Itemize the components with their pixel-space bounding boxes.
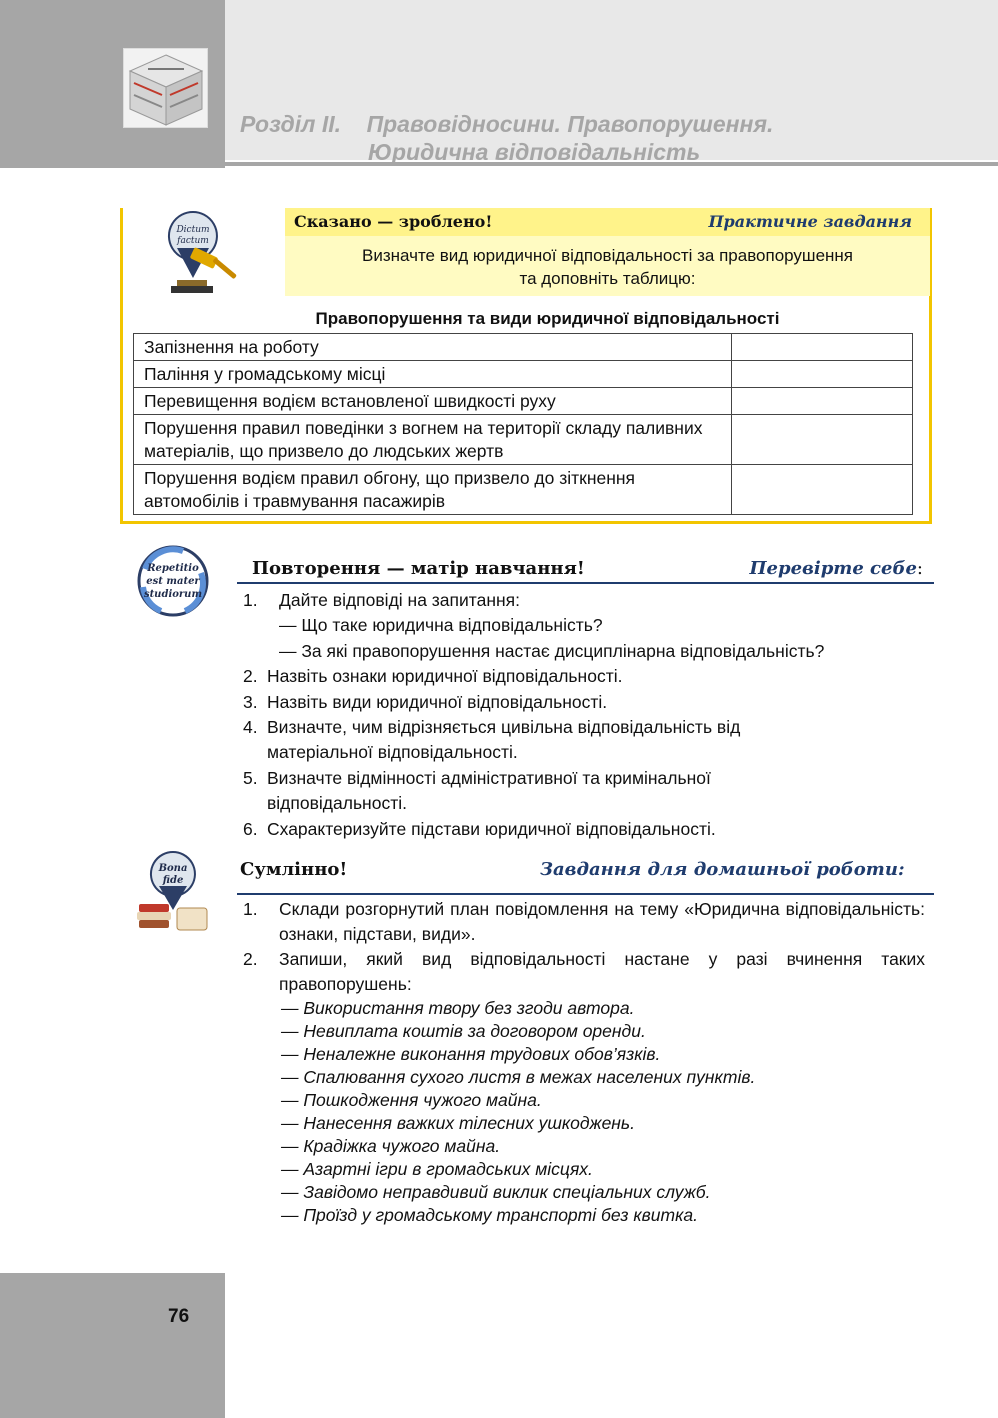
table-row — [134, 465, 913, 515]
review-questions — [243, 588, 933, 842]
item-text: Дайте відповіді на запитання: — [279, 590, 521, 610]
svg-text:est mater: est mater — [146, 576, 200, 587]
review-heading — [237, 556, 934, 584]
answer-cell[interactable] — [732, 415, 913, 465]
repetitio-recycle-icon — [133, 543, 213, 619]
offense-cell: Порушення правил поведінки з вогнем на території складу паливних матеріалів, що призвело до людських жертв — [134, 415, 732, 465]
item-number: 6. — [243, 818, 258, 839]
item-number: 5. — [243, 767, 258, 788]
item-text: Склади розгорнутий план повідомлення на тему «Юридична відповідальність: ознаки, підстави, види». — [279, 899, 925, 944]
table-row — [134, 361, 913, 388]
list-item — [243, 766, 933, 817]
bona-fide-books-icon — [135, 848, 213, 934]
practical-task-heading — [285, 208, 930, 236]
offense-cell: Порушення водієм правил обгону, що призвело до зіткнення автомобілів і травмування пасажирів — [134, 465, 732, 515]
answer-cell[interactable] — [732, 388, 913, 415]
task-line-2: та доповніть таблицю: — [519, 269, 696, 288]
answer-cell[interactable] — [732, 361, 913, 388]
svg-text:Repetitio: Repetitio — [147, 563, 199, 574]
practical-task-text — [285, 236, 930, 296]
item-number: 2. — [243, 949, 258, 969]
offense-example: — Азартні ігри в громадських місцях. — [281, 1159, 593, 1179]
chapter-title-line1: Правовідносини. Правопорушення. — [366, 111, 774, 137]
homework-tasks — [243, 897, 925, 1227]
practical-heading-right: Практичне завдання — [708, 212, 912, 231]
table-row — [134, 415, 913, 465]
list-item — [243, 588, 933, 613]
item-text: Назвіть види юридичної відповідальності. — [267, 691, 608, 712]
offense-example: — Спалювання сухого листя в межах населених пунктів. — [281, 1067, 756, 1087]
chapter-logo-icon — [123, 48, 208, 128]
table-row — [134, 334, 913, 361]
item-number: 1. — [243, 899, 258, 919]
item-number: 1. — [243, 590, 258, 610]
chapter-title-line2: Юридична відповідальність — [368, 139, 701, 165]
svg-text:factum: factum — [177, 236, 209, 246]
svg-text:Bona: Bona — [158, 863, 188, 874]
svg-text:studiorum: studiorum — [143, 589, 203, 600]
review-heading-colon: : — [916, 558, 923, 579]
list-item — [243, 817, 933, 842]
offense-cell: Запізнення на роботу — [134, 334, 732, 361]
review-heading-left: Повторення — матір навчання! — [252, 558, 585, 579]
offense-example: — Невиплата коштів за договором оренди. — [281, 1021, 646, 1041]
sub-question: — Що таке юридична відповідальність? — [279, 615, 603, 636]
svg-text:fide: fide — [162, 875, 184, 886]
item-number: 4. — [243, 717, 258, 738]
offenses-table — [133, 333, 913, 515]
offense-example: — Проїзд у громадському транспорті без квитка. — [281, 1205, 698, 1225]
offense-example: — Пошкодження чужого майна. — [281, 1090, 542, 1110]
chapter-title — [240, 110, 773, 166]
offense-example: — Завідомо неправдивий виклик спеціальних служб. — [281, 1182, 711, 1202]
page-number: 76 — [168, 1306, 190, 1327]
list-item — [243, 664, 933, 689]
homework-heading-left: Сумлінно! — [240, 859, 348, 880]
answer-cell[interactable] — [732, 465, 913, 515]
practical-heading-left: Сказано — зроблено! — [294, 212, 493, 231]
task-line-1: Визначте вид юридичної відповідальності за правопорушення — [361, 246, 854, 265]
offense-example: — Нанесення важких тілесних ушкоджень. — [281, 1113, 635, 1133]
offense-example: — Використання твору без згоди автора. — [281, 998, 635, 1018]
footer-gray-block — [0, 1273, 225, 1418]
svg-text:Dictum: Dictum — [176, 225, 210, 235]
homework-heading — [237, 857, 934, 895]
review-heading-right-text: Перевірте себе — [749, 558, 917, 579]
item-text: Визначте, чим відрізняється цивільна відповідальність від матеріальної відповідальності. — [267, 717, 741, 763]
item-text: Схарактеризуйте підстави юридичної відповідальності. — [267, 818, 716, 839]
table-row — [134, 388, 913, 415]
offense-example: — Неналежне виконання трудових обов’язків. — [281, 1044, 661, 1064]
offense-example: — Крадіжка чужого майна. — [281, 1136, 501, 1156]
list-item — [243, 690, 933, 715]
list-item — [243, 897, 925, 947]
dictum-factum-gavel-icon — [163, 208, 243, 298]
homework-heading-right: Завдання для домашньої роботи: — [540, 859, 905, 880]
offense-cell: Паління у громадському місці — [134, 361, 732, 388]
review-heading-right — [750, 558, 923, 579]
list-item — [243, 715, 933, 766]
offense-cell: Перевищення водієм встановленої швидкості руху — [134, 388, 732, 415]
item-text: Визначте відмінності адміністративної та кримінальної відповідальності. — [267, 767, 711, 814]
sub-question: — За які правопорушення настає дисциплінарна відповідальність? — [279, 640, 825, 661]
table-caption: Правопорушення та види юридичної відповідальності — [315, 309, 780, 328]
list-item — [243, 947, 925, 997]
chapter-number: Розділ ІІ. — [240, 111, 341, 137]
item-text: Назвіть ознаки юридичної відповідальності. — [267, 666, 623, 687]
item-number: 2. — [243, 666, 258, 687]
item-number: 3. — [243, 691, 258, 712]
answer-cell[interactable] — [732, 334, 913, 361]
item-text: Запиши, який вид відповідальності настане у разі вчинення таких правопорушень: — [279, 949, 925, 994]
